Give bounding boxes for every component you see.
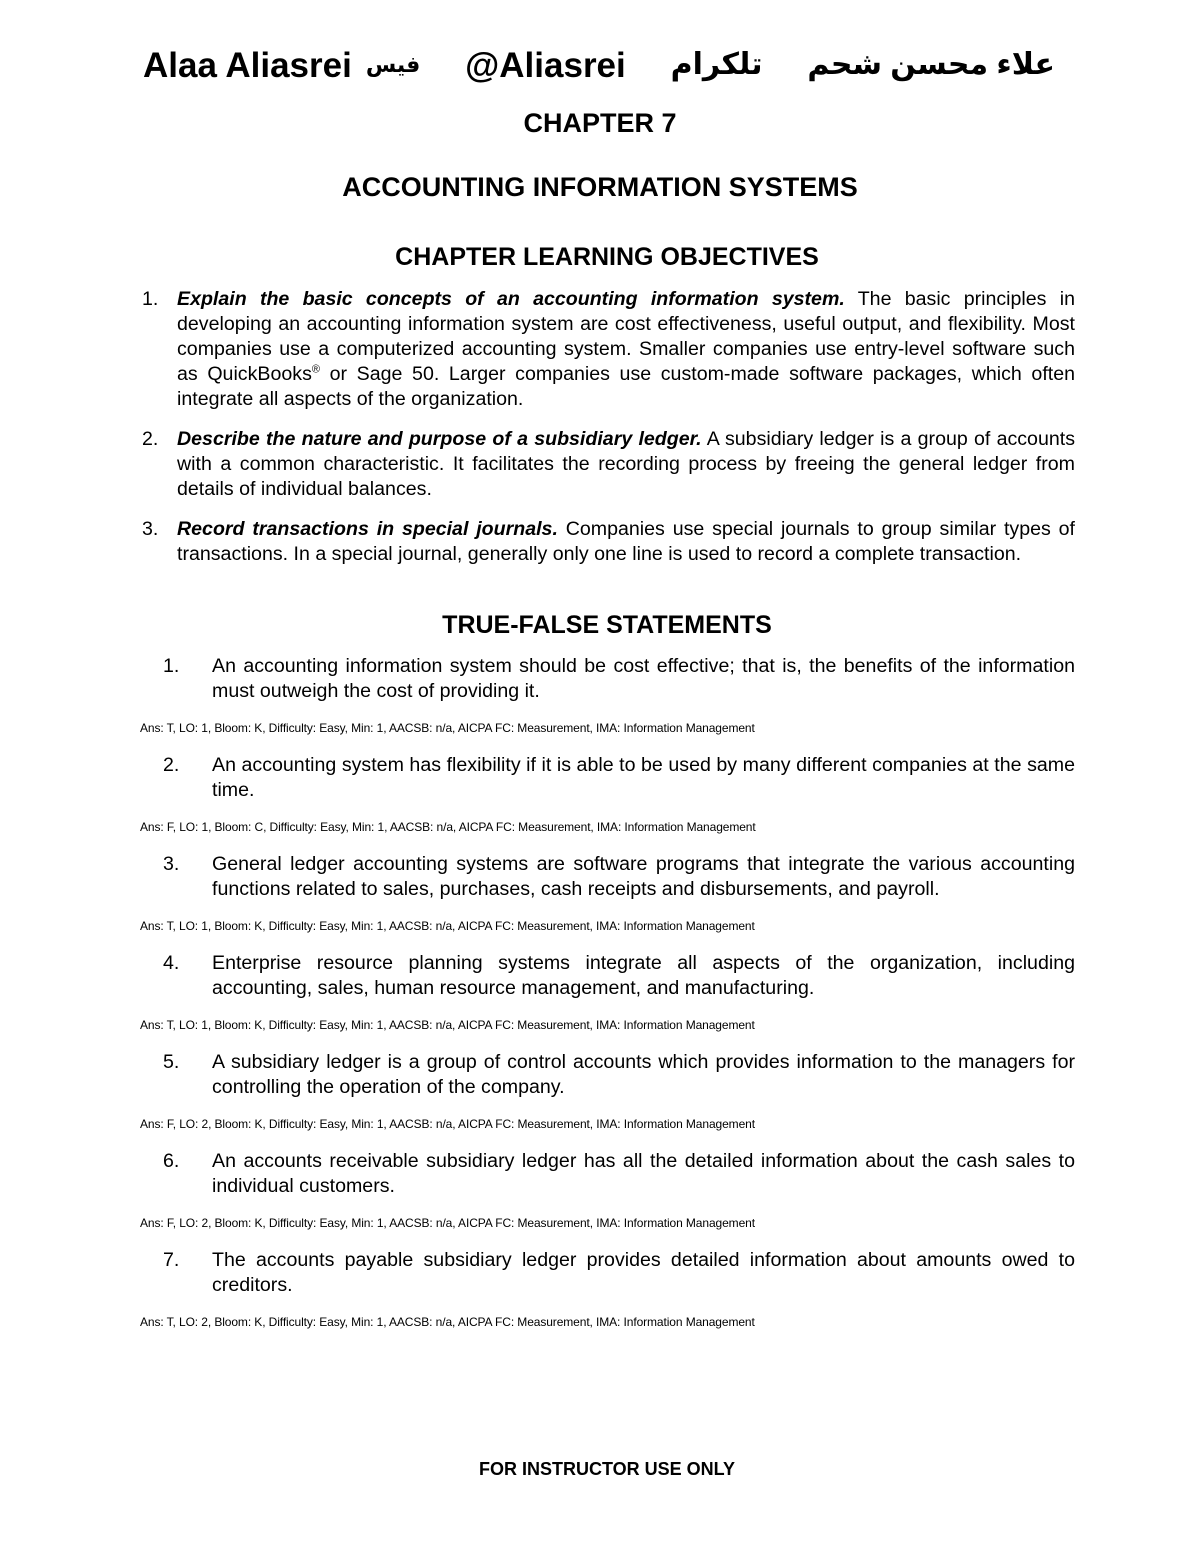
true-false-list — [140, 654, 1075, 1347]
facebook-label: فيس — [365, 52, 421, 77]
statement-number: 4. — [163, 952, 180, 974]
statement-body: Enterprise resource planning systems integrate all aspects of the organization, including accounting, sales, human resource management, and manufacturing. — [212, 952, 1075, 999]
statement-number: 7. — [163, 1249, 180, 1271]
author-name-latin: Alaa Aliasrei — [143, 45, 352, 85]
answer-key: Ans: T, LO: 1, Bloom: K, Difficulty: Easy, Min: 1, AACSB: n/a, AICPA FC: Measurement, IMA: Information Management — [140, 721, 755, 735]
statement-item — [140, 654, 1075, 736]
objective-text-continued: or Sage 50. Larger companies use custom-made software packages, which often integrate all aspects of the organization. — [177, 363, 1075, 410]
objective-text: Companies use special journals to group similar types of transactions. In a special journal, generally only one line is used to record a complete transaction. — [177, 518, 1076, 565]
objective-item — [140, 287, 1075, 412]
statement-item — [140, 1050, 1075, 1132]
statement-body: An accounts receivable subsidiary ledger has all the detailed information about the cash sales to individual customers. — [212, 1150, 1075, 1197]
statement-text — [140, 1248, 1075, 1298]
statement-body: The accounts payable subsidiary ledger provides detailed information about amounts owed to creditors. — [212, 1249, 1075, 1296]
statement-item — [140, 951, 1075, 1033]
answer-key: Ans: F, LO: 1, Bloom: C, Difficulty: Easy, Min: 1, AACSB: n/a, AICPA FC: Measurement, IMA: Information Management — [140, 820, 756, 834]
true-false-heading: TRUE-FALSE STATEMENTS — [442, 611, 772, 639]
answer-key: Ans: T, LO: 1, Bloom: K, Difficulty: Easy, Min: 1, AACSB: n/a, AICPA FC: Measurement, IMA: Information Management — [140, 1018, 755, 1032]
page-footer: FOR INSTRUCTOR USE ONLY — [478, 1459, 736, 1479]
objective-item — [140, 427, 1075, 502]
objective-lead: Record transactions in special journals. — [177, 518, 558, 540]
statement-text — [140, 852, 1075, 902]
objective-item — [140, 517, 1075, 567]
answer-key: Ans: T, LO: 1, Bloom: K, Difficulty: Easy, Min: 1, AACSB: n/a, AICPA FC: Measurement, IMA: Information Management — [140, 919, 755, 933]
statement-number: 2. — [163, 754, 180, 776]
objectives-heading: CHAPTER LEARNING OBJECTIVES — [395, 243, 819, 271]
author-name-arabic: علاء محسن شحم — [807, 48, 1055, 81]
objective-number: 2. — [142, 428, 159, 450]
statement-text — [140, 951, 1075, 1001]
objectives-list — [140, 287, 1075, 582]
statement-number: 3. — [163, 853, 180, 875]
statement-item — [140, 753, 1075, 835]
statement-body: A subsidiary ledger is a group of control accounts which provides information to the managers for controlling the operation of the company. — [212, 1051, 1075, 1098]
statement-item — [140, 852, 1075, 934]
answer-key: Ans: T, LO: 2, Bloom: K, Difficulty: Easy, Min: 1, AACSB: n/a, AICPA FC: Measurement, IMA: Information Management — [140, 1315, 755, 1329]
answer-key: Ans: F, LO: 2, Bloom: K, Difficulty: Easy, Min: 1, AACSB: n/a, AICPA FC: Measurement, IMA: Information Management — [140, 1117, 755, 1131]
telegram-label: تلكرام — [670, 48, 763, 81]
objective-number: 3. — [142, 518, 159, 540]
chapter-title: CHAPTER 7 — [523, 108, 677, 138]
statement-text — [140, 654, 1075, 704]
objective-number: 1. — [142, 288, 159, 310]
statement-text — [140, 1050, 1075, 1100]
statement-text — [140, 1149, 1075, 1199]
answer-key: Ans: F, LO: 2, Bloom: K, Difficulty: Easy, Min: 1, AACSB: n/a, AICPA FC: Measurement, IMA: Information Management — [140, 1216, 755, 1230]
page-header — [143, 40, 1055, 90]
statement-body: General ledger accounting systems are software programs that integrate the various accounting functions related to sales, purchases, cash receipts and disbursements, and payroll. — [212, 853, 1075, 900]
objective-lead: Explain the basic concepts of an accounting information system. — [177, 288, 845, 310]
statement-text — [140, 753, 1075, 803]
statement-item — [140, 1149, 1075, 1231]
chapter-subtitle: ACCOUNTING INFORMATION SYSTEMS — [342, 172, 858, 202]
statement-number: 1. — [163, 655, 180, 677]
objective-text: The basic principles in developing an accounting information system are cost effectiveness, useful output, and flexibility. Most companies use a computerized accounting system. Smaller companies use entry-level software such as QuickBooks — [177, 288, 1075, 385]
objective-lead: Describe the nature and purpose of a subsidiary ledger. — [177, 428, 702, 450]
statement-body: An accounting information system should be cost effective; that is, the benefits of the information must outweigh the cost of providing it. — [212, 655, 1075, 702]
registered-mark: ® — [311, 363, 320, 376]
statement-body: An accounting system has flexibility if it is able to be used by many different companies at the same time. — [212, 754, 1075, 801]
statement-number: 5. — [163, 1051, 180, 1073]
objective-text: A subsidiary ledger is a group of accounts with a common characteristic. It facilitates the recording process by freeing the general ledger from details of individual balances. — [177, 428, 1075, 500]
statement-number: 6. — [163, 1150, 180, 1172]
statement-item — [140, 1248, 1075, 1330]
author-name-group — [143, 45, 421, 85]
author-handle: @Aliasrei — [465, 45, 626, 85]
